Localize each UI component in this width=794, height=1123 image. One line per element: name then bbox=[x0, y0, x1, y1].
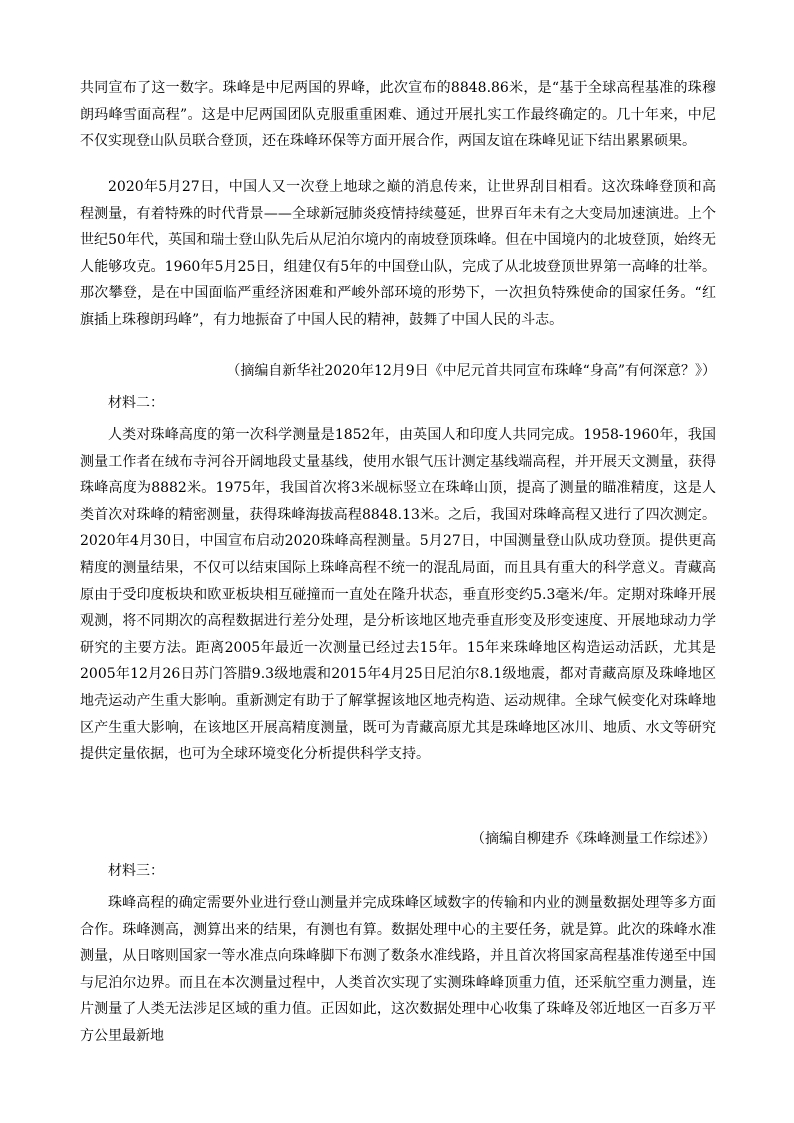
material1-paragraph-2020-ascent: 2020年5月27日，中国人又一次登上地球之巅的消息传来，让世界刮目相看。这次珠峰登顶和高程测量，有着特殊的时代背景——全球新冠肺炎疫情持续蔓延，世界百年未有之大变局加速演进。上个世纪50年代，英国和瑞士登山队先后从尼泊尔境内的南坡登顶珠峰。但在中国境内的北坡登顶，始终无人能够攻克。1960年5月25日，组建仅有5年的中国登山队，完成了从北坡登顶世界第一高峰的壮举。那次攀登，是在中国面临严重经济困难和严峻外部环境的形势下，一次担负特殊使命的国家任务。“红旗插上珠穆朗玛峰”，有力地振奋了中国人民的精神，鼓舞了中国人民的斗志。 bbox=[80, 179, 716, 328]
material3-label: 材料三： bbox=[108, 863, 164, 879]
material2-label: 材料二： bbox=[108, 395, 164, 411]
material2-source: （摘编自柳建乔《珠峰测量工作综述》） bbox=[471, 831, 716, 847]
material1-paragraph-continued: 共同宣布了这一数字。珠峰是中尼两国的界峰，此次宣布的8848.86米，是“基于全球高程基准的珠穆朗玛峰雪面高程”。这是中尼两国团队克服重重困难、通过开展扎实工作最终确定的。几十年来，中尼不仅实现登山队员联合登顶，还在珠峰环保等方面开展合作，两国友谊在珠峰见证下结出累累硕果。 bbox=[80, 80, 716, 150]
material1-source: （摘编自新华社2020年12月9日《中尼元首共同宣布珠峰“身高”有何深意？》） bbox=[226, 363, 716, 379]
material3-paragraph: 珠峰高程的确定需要外业进行登山测量并完成珠峰区域数字的传输和内业的测量数据处理等多方面合作。珠峰测高，测算出来的结果，有测也有算。数据处理中心的主要任务，就是算。此次的珠峰水准测量，从日喀则国家一等水准点向珠峰脚下布测了数条水准线路，并且首次将国家高程基准传递至中国与尼泊尔边界。而且在本次测量过程中，人类首次实现了实测珠峰峰顶重力值，还采航空重力测量，连片测量了人类无法涉足区域的重力值。正因如此，这次数据处理中心收集了珠峰及邻近地区一百多万平方公里最新地 bbox=[80, 895, 716, 1044]
material2-paragraph: 人类对珠峰高度的第一次科学测量是1852年，由英国人和印度人共同完成。1958-1960年，我国测量工作者在绒布寺河谷开阔地段丈量基线，使用水银气压计测定基线端高程，并开展天文测量，获得珠峰高度为8882米。1975年，我国首次将3米觇标竖立在珠峰山顶，提高了测量的瞄准精度，这是人类首次对珠峰的精密测量，获得珠峰海拔高程8848.13米。之后，我国对珠峰高程又进行了四次测定。2020年4月30日，中国宣布启动2020珠峰高程测量。5月27日，中国测量登山队成功登顶。提供更高精度的测量结果，不仅可以结束国际上珠峰高程不统一的混乱局面，而且具有重大的科学意义。青藏高原由于受印度板块和欧亚板块相互碰撞而一直处在隆升状态，垂直形变约5.3毫米/年。定期对珠峰开展观测，将不同期次的高程数据进行差分处理，是分析该地区地壳垂直形变及形变速度、开展地球动力学研究的主要方法。距离2005年最近一次测量已经过去15年。15年来珠峰地区构造运动活跃，尤其是2005年12月26日苏门答腊9.3级地震和2015年4月25日尼泊尔8.1级地震，都对青藏高原及珠峰地区地壳运动产生重大影响。重新测定有助于了解掌握该地区地壳构造、运动规律。全球气候变化对珠峰地区产生重大影响，在该地区开展高精度测量，既可为青藏高原尤其是珠峰地区冰川、地质、水文等研究提供定量依据，也可为全球环境变化分析提供科学支持。 bbox=[80, 427, 716, 763]
